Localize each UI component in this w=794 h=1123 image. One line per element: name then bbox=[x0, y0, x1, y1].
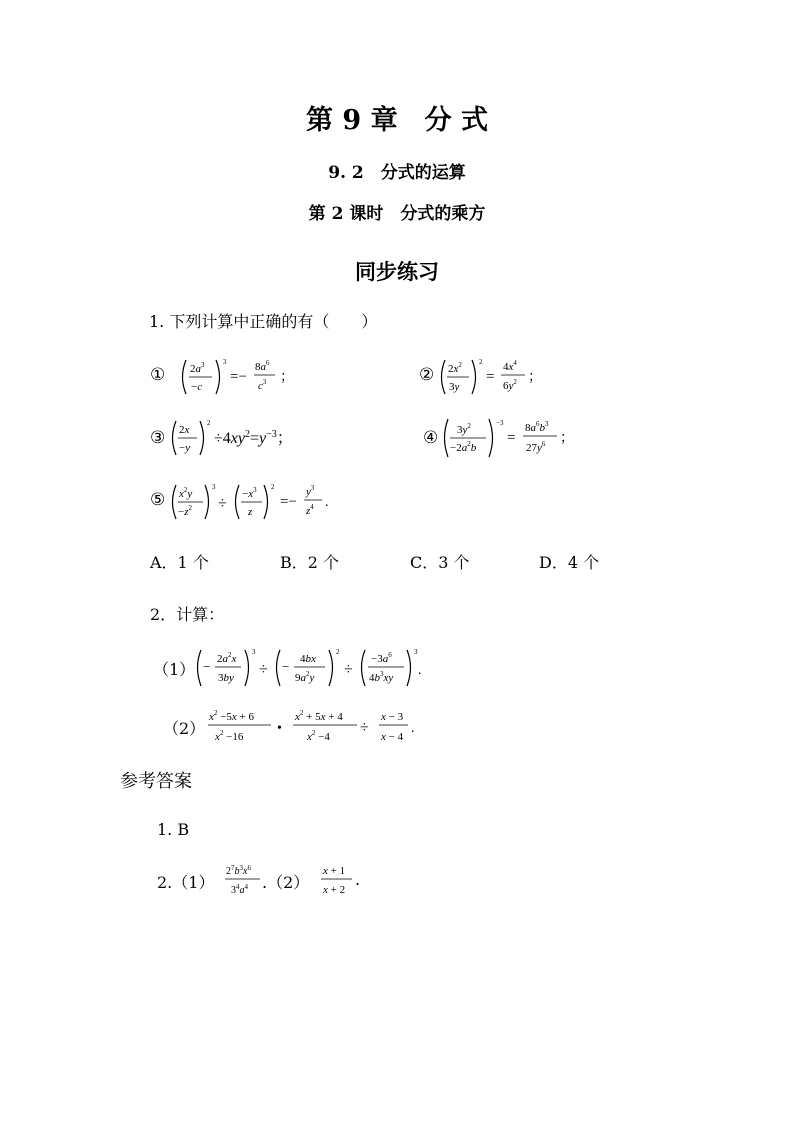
svg-text:x2 −4: $x^2 -4$ bbox=[307, 729, 330, 743]
svg-text:2a3: $2a^3$ bbox=[190, 361, 205, 375]
svg-text:−3a6: $-3a^6$ bbox=[371, 651, 392, 665]
item-3-number: ③ bbox=[150, 428, 166, 448]
svg-text:6y2: $6y^2$ bbox=[503, 378, 517, 392]
svg-text:−: − bbox=[282, 659, 290, 674]
svg-text:2x2: $2x^2$ bbox=[448, 361, 462, 375]
svg-text:；: ； bbox=[560, 431, 574, 446]
svg-text:2: 2 bbox=[336, 648, 340, 656]
svg-text:x − 3: x − 3 bbox=[381, 711, 404, 723]
answers-heading: 参考答案 bbox=[120, 771, 192, 792]
answer-2-part-2-formula bbox=[318, 860, 368, 900]
item-5-formula bbox=[168, 477, 348, 525]
answer-2-end: . bbox=[355, 870, 361, 889]
svg-text:−2a2b: $-2a^2b$ bbox=[450, 440, 477, 454]
svg-text:3: 3 bbox=[212, 483, 216, 491]
question-2-part-1-formula bbox=[193, 642, 433, 692]
svg-text:3by: 3by bbox=[218, 672, 234, 684]
item-4-formula bbox=[440, 413, 590, 461]
svg-text:=: = bbox=[486, 369, 495, 385]
item-1-number: ① bbox=[150, 365, 166, 385]
svg-text:=−: =− bbox=[280, 494, 297, 510]
svg-text:2a2x: $2a^2x$ bbox=[217, 651, 237, 665]
svg-text:z4: $z^4$ bbox=[306, 503, 314, 517]
svg-text:−y: −y bbox=[179, 442, 191, 454]
item-5-number: ⑤ bbox=[150, 490, 166, 510]
question-2-stem: 2．计算： bbox=[150, 605, 225, 624]
option-c: C．3 个 bbox=[410, 553, 470, 572]
chapter-title: 第 9 章 分 式 bbox=[306, 105, 488, 136]
svg-text:8a6: $8a^6$ bbox=[255, 359, 270, 373]
svg-text:3: 3 bbox=[414, 648, 418, 656]
item-2-number: ② bbox=[419, 365, 435, 385]
svg-text:y3: $y^3$ bbox=[306, 484, 315, 498]
svg-text:；: ； bbox=[280, 370, 294, 385]
lesson-title: 第 2 课时 分式的乘方 bbox=[308, 204, 486, 224]
answer-2-mid: .（2） bbox=[262, 873, 310, 892]
svg-text:8a6b3: $8a^6b^3$ bbox=[525, 420, 549, 434]
item-1-formula bbox=[176, 352, 306, 400]
item-3-formula bbox=[168, 413, 318, 461]
svg-text:2: 2 bbox=[207, 419, 211, 427]
svg-text:−x3: $-x^3$ bbox=[242, 486, 257, 500]
svg-text:4b3xy: $4b^3xy$ bbox=[369, 670, 394, 684]
item-2-formula bbox=[437, 352, 567, 400]
svg-text:3y2: $3y^2$ bbox=[457, 422, 471, 436]
question-2-part-2-label: （2） bbox=[163, 719, 206, 738]
practice-title: 同步练习 bbox=[355, 259, 439, 284]
svg-text:3y: 3y bbox=[449, 381, 460, 393]
question-1-stem: 1. 下列计算中正确的有（ ） bbox=[149, 312, 378, 331]
svg-text:x2y: $x^2y$ bbox=[179, 486, 193, 500]
svg-text:÷: ÷ bbox=[259, 661, 268, 678]
svg-text:=: = bbox=[507, 430, 516, 446]
question-2-part-2-formula bbox=[205, 702, 425, 748]
svg-text:÷: ÷ bbox=[360, 719, 369, 736]
svg-text:−: − bbox=[203, 659, 211, 674]
option-d: D．4 个 bbox=[539, 553, 600, 572]
section-title: 9. 2 分式的运算 bbox=[328, 163, 466, 183]
svg-text:x + 1: x + 1 bbox=[323, 865, 346, 877]
svg-text:x2 + 5x + 4: $x^2 + 5x + 4$ bbox=[295, 709, 343, 723]
svg-text:4x4: $4x^4$ bbox=[503, 359, 517, 373]
svg-text:x + 2: x + 2 bbox=[323, 884, 346, 896]
option-b: B．2 个 bbox=[280, 553, 340, 572]
svg-text:34a4: $3^4a^4$ bbox=[231, 883, 248, 896]
svg-text:3: 3 bbox=[223, 358, 227, 366]
answer-2-prefix: 2.（1） bbox=[157, 873, 215, 892]
svg-text:•: • bbox=[277, 721, 282, 736]
question-2-part-1-label: （1） bbox=[153, 660, 196, 679]
svg-text:9a2y: $9a^2y$ bbox=[295, 670, 315, 684]
svg-text:÷4xy2=y−3；: $\div 4xy^2=y^{-3}$； bbox=[214, 429, 293, 447]
svg-text:2x: 2x bbox=[179, 424, 190, 436]
svg-text:27b3x6: $2^7b^3x^6$ bbox=[226, 864, 251, 877]
svg-text:2: 2 bbox=[479, 358, 483, 366]
svg-text:÷: ÷ bbox=[218, 495, 227, 512]
svg-text:z: z bbox=[248, 506, 253, 518]
svg-text:.: . bbox=[325, 495, 329, 510]
svg-text:.: . bbox=[418, 663, 422, 678]
svg-text:x − 4: x − 4 bbox=[381, 731, 404, 743]
svg-text:=−: =− bbox=[230, 369, 247, 385]
svg-text:x2 −16: $x^2 -16$ bbox=[215, 729, 244, 743]
svg-text:2: 2 bbox=[271, 483, 275, 491]
svg-text:−3: −3 bbox=[496, 419, 504, 427]
svg-text:27y6: $27y^6$ bbox=[526, 440, 546, 454]
svg-text:c3: $c^3$ bbox=[258, 378, 267, 392]
svg-text:；: ； bbox=[528, 370, 542, 385]
svg-text:−c: −c bbox=[191, 381, 203, 393]
svg-text:.: . bbox=[411, 721, 415, 736]
item-4-number: ④ bbox=[423, 428, 439, 448]
svg-text:4bx: 4bx bbox=[300, 653, 316, 665]
svg-text:−z2: $-z^2$ bbox=[178, 504, 192, 518]
svg-text:x2 −5x + 6: $x^2 -5x + 6$ bbox=[209, 709, 254, 723]
answer-1: 1. B bbox=[157, 820, 190, 839]
option-a: A．1 个 bbox=[150, 553, 209, 572]
svg-text:÷: ÷ bbox=[344, 661, 353, 678]
svg-text:3: 3 bbox=[252, 648, 256, 656]
